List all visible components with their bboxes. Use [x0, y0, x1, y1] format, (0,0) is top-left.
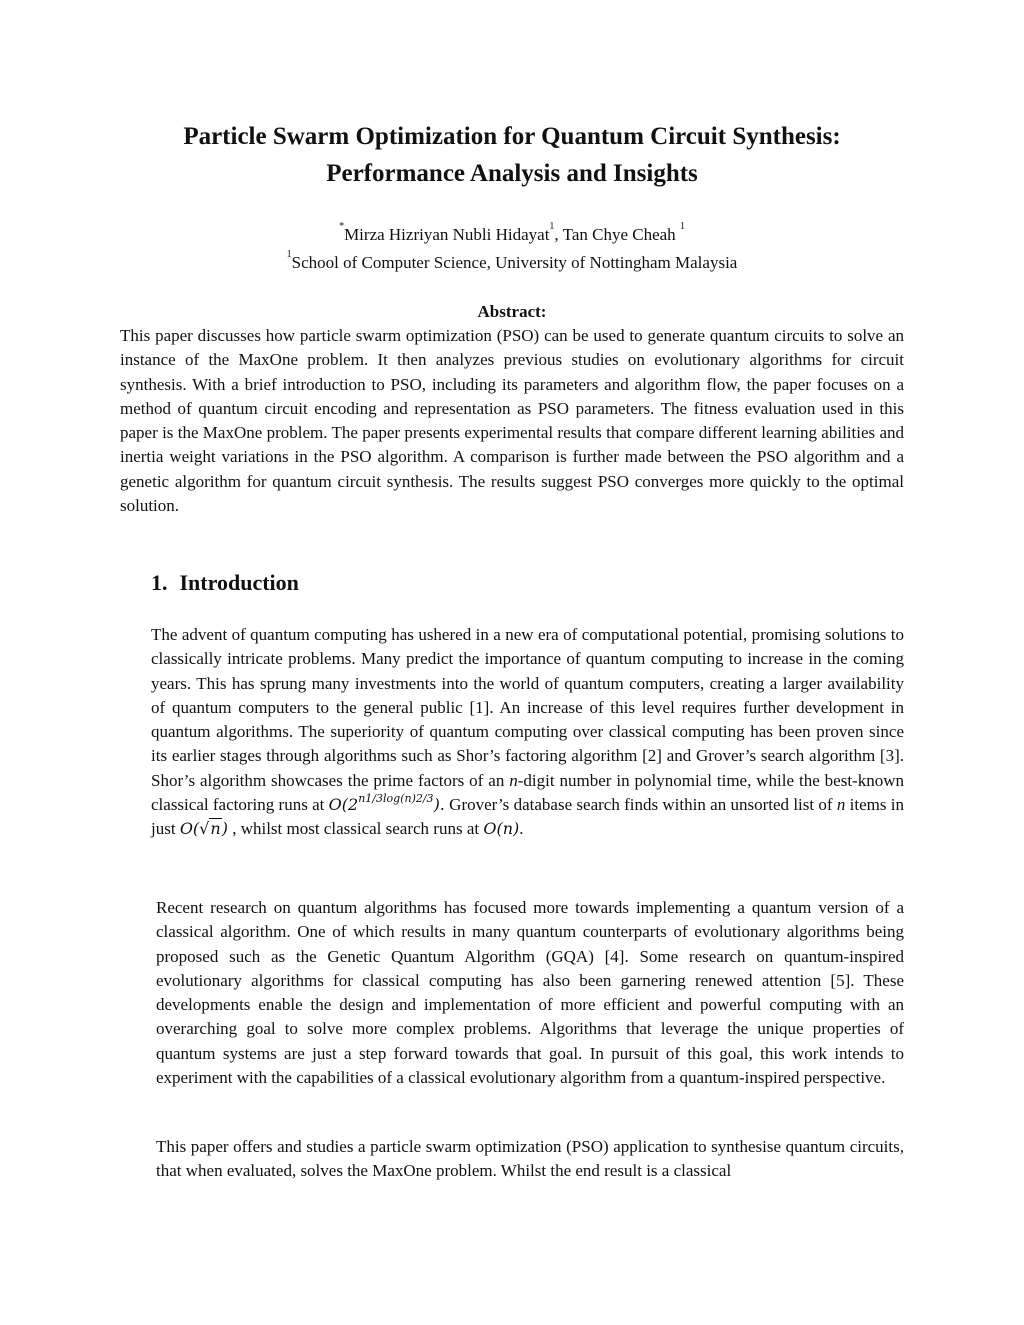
paragraph: This paper offers and studies a particle swarm optimization (PSO) application to synthesise quantum circuits, that when evaluated, solves the MaxOne problem. Whilst the end result is a classical [156, 1137, 904, 1181]
affiliation-marker: 1 [286, 249, 292, 260]
paragraph-text: -digit number in polynomial time, while the best-known classical factoring runs at [151, 770, 904, 815]
paper-title [100, 118, 924, 192]
math-radicand: n [210, 819, 221, 839]
paragraph-text: Grover’s database search finds within an unsorted list of [444, 795, 837, 815]
math-expression: ). [433, 795, 445, 815]
paragraph-text: . [519, 819, 524, 839]
author-name: Mirza Hizriyan Nubli Hidayat [344, 225, 550, 244]
math-expression: O(n) [483, 819, 520, 839]
section-number: 1. [151, 570, 168, 595]
paragraph-text: , whilst most classical search runs at [227, 819, 484, 839]
author-name: Tan Chye Cheah [562, 225, 676, 244]
affiliation-text: School of Computer Science, University of Nottingham Malaysia [291, 253, 738, 272]
paragraph-text: The advent of quantum computing has ushered in a new era of computational potential, promising solutions to classically intricate problems. Many predict the importance of quantum computing to increase in the coming years. This has sprung many investments into the world of quantum computers, creating a larger availability of quantum computers to the general public [1]. An increase of this level requires further development in quantum algorithms. The superiority of quantum computing over classical computing has been proven since its earlier stages through algorithms such as Shor’s factoring algorithm [2] and Grover’s search algorithm [3]. Shor’s algorithm showcases the prime factors of an [151, 625, 904, 790]
paragraph [151, 623, 904, 842]
author-affiliation-marker: 1 [549, 221, 555, 232]
section-heading [151, 568, 299, 598]
math-expression: O(2 [328, 795, 359, 815]
corresponding-author-marker: * [339, 221, 345, 232]
math-variable: n [836, 795, 846, 815]
math-expression: O( [179, 819, 200, 839]
paper-title-line-2: Performance Analysis and Insights [326, 160, 698, 187]
math-variable: n [509, 770, 518, 790]
author-affiliation-marker: 1 [679, 221, 685, 232]
affiliation [100, 250, 924, 276]
paragraph-text: items in just [151, 795, 904, 839]
section-title: Introduction [179, 570, 299, 595]
author-separator: , [554, 225, 563, 244]
paragraph: Recent research on quantum algorithms has focused more towards implementing a quantum version of a classical algorithm. One of which results in many quantum counterparts of evolutionary algorithms being proposed such as the Genetic Quantum Algorithm (GQA) [4]. Some research on quantum-inspired evolutionary algorithms for classical computing has also been garnering renewed attention [5]. These developments enable the design and implementation of more efficient and powerful computing with an overarching goal to solve more complex problems. Algorithms that leverage the unique properties of quantum systems are just a step forward towards that goal. In pursuit of this goal, this work intends to experiment with the capabilities of a classical evolutionary algorithm from a quantum-inspired perspective. [156, 898, 904, 1088]
math-exponent: n1/3log(n)2/3 [358, 792, 434, 806]
paper-title-line-1: Particle Swarm Optimization for Quantum Circuit Synthesis: [183, 123, 841, 150]
math-expression: ) [221, 819, 228, 839]
math-expression: O(√n) [179, 819, 228, 839]
abstract-heading: Abstract: [477, 302, 547, 321]
author-list [100, 222, 924, 248]
abstract-text: This paper discusses how particle swarm optimization (PSO) can be used to generate quantum circuits to solve an instance of the MaxOne problem. It then analyzes previous studies on evolutionary algorithms for circuit synthesis. With a brief introduction to PSO, including its parameters and algorithm flow, the paper focuses on a method of quantum circuit encoding and representation as PSO parameters. The fitness evaluation used in this paper is the MaxOne problem. The paper presents experimental results that compare different learning abilities and inertia weight variations in the PSO algorithm. A comparison is further made between the PSO algorithm and a genetic algorithm for quantum circuit synthesis. The results suggest PSO converges more quickly to the optimal solution. [120, 326, 904, 516]
